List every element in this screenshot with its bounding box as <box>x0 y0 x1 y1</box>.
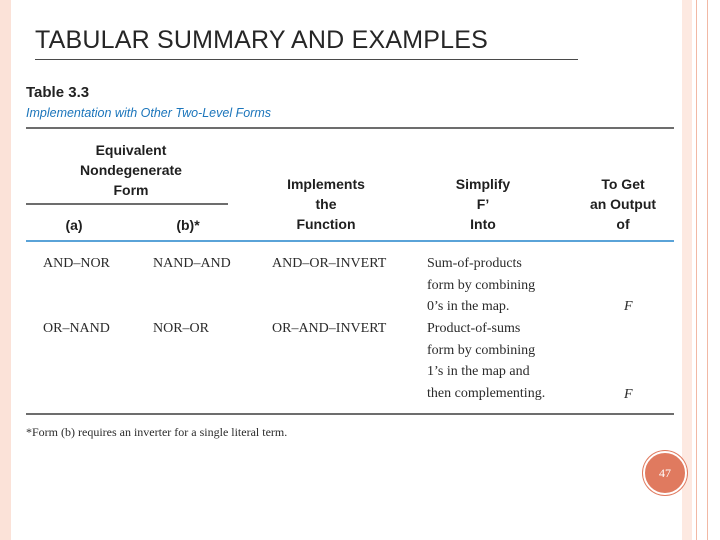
table-footnote: *Form (b) requires an inverter for a single literal term. <box>26 425 288 439</box>
row2-col-b: NOR–OR <box>153 321 210 336</box>
row1-col-a: AND–NOR <box>43 256 110 271</box>
table-bottom-rule <box>26 413 674 415</box>
row2-simplify: Product-of-sums form by combining 1’s in the map and then complementing. <box>427 321 546 401</box>
slide-frame-right-rule <box>696 0 697 540</box>
row1-output: F <box>624 299 633 314</box>
header-simplify: Simplify F’ Into <box>455 176 511 232</box>
header-col-a: (a) <box>65 217 83 233</box>
table-label: Table 3.3 <box>26 84 90 101</box>
slide-title: TABULAR SUMMARY AND EXAMPLES <box>35 26 488 54</box>
header-col-b: (b)* <box>176 217 200 233</box>
row2-implements: OR–AND–INVERT <box>272 321 387 336</box>
header-output: To Get an Output of <box>589 176 657 232</box>
slide-frame-right-band <box>682 0 692 540</box>
table-top-rule <box>26 127 674 129</box>
row1-simplify: Sum-of-products form by combining 0’s in the map. <box>427 256 536 314</box>
slide-frame-left-bar <box>0 0 11 540</box>
row1-implements: AND–OR–INVERT <box>272 256 387 271</box>
slide-frame-right-rule <box>707 0 708 540</box>
header-equivalent-form: Equivalent Nondegenerate Form <box>80 142 182 198</box>
page-number-badge: 47 <box>643 451 687 495</box>
row2-output: F <box>624 387 633 402</box>
group-header-rule <box>26 203 228 205</box>
header-bottom-rule <box>26 240 674 242</box>
header-implements: Implements the Function <box>287 176 365 232</box>
row2-col-a: OR–NAND <box>43 321 110 336</box>
slide-title-underline <box>35 59 578 60</box>
table-caption: Implementation with Other Two-Level Forms <box>26 106 271 120</box>
row1-col-b: NAND–AND <box>153 256 231 271</box>
